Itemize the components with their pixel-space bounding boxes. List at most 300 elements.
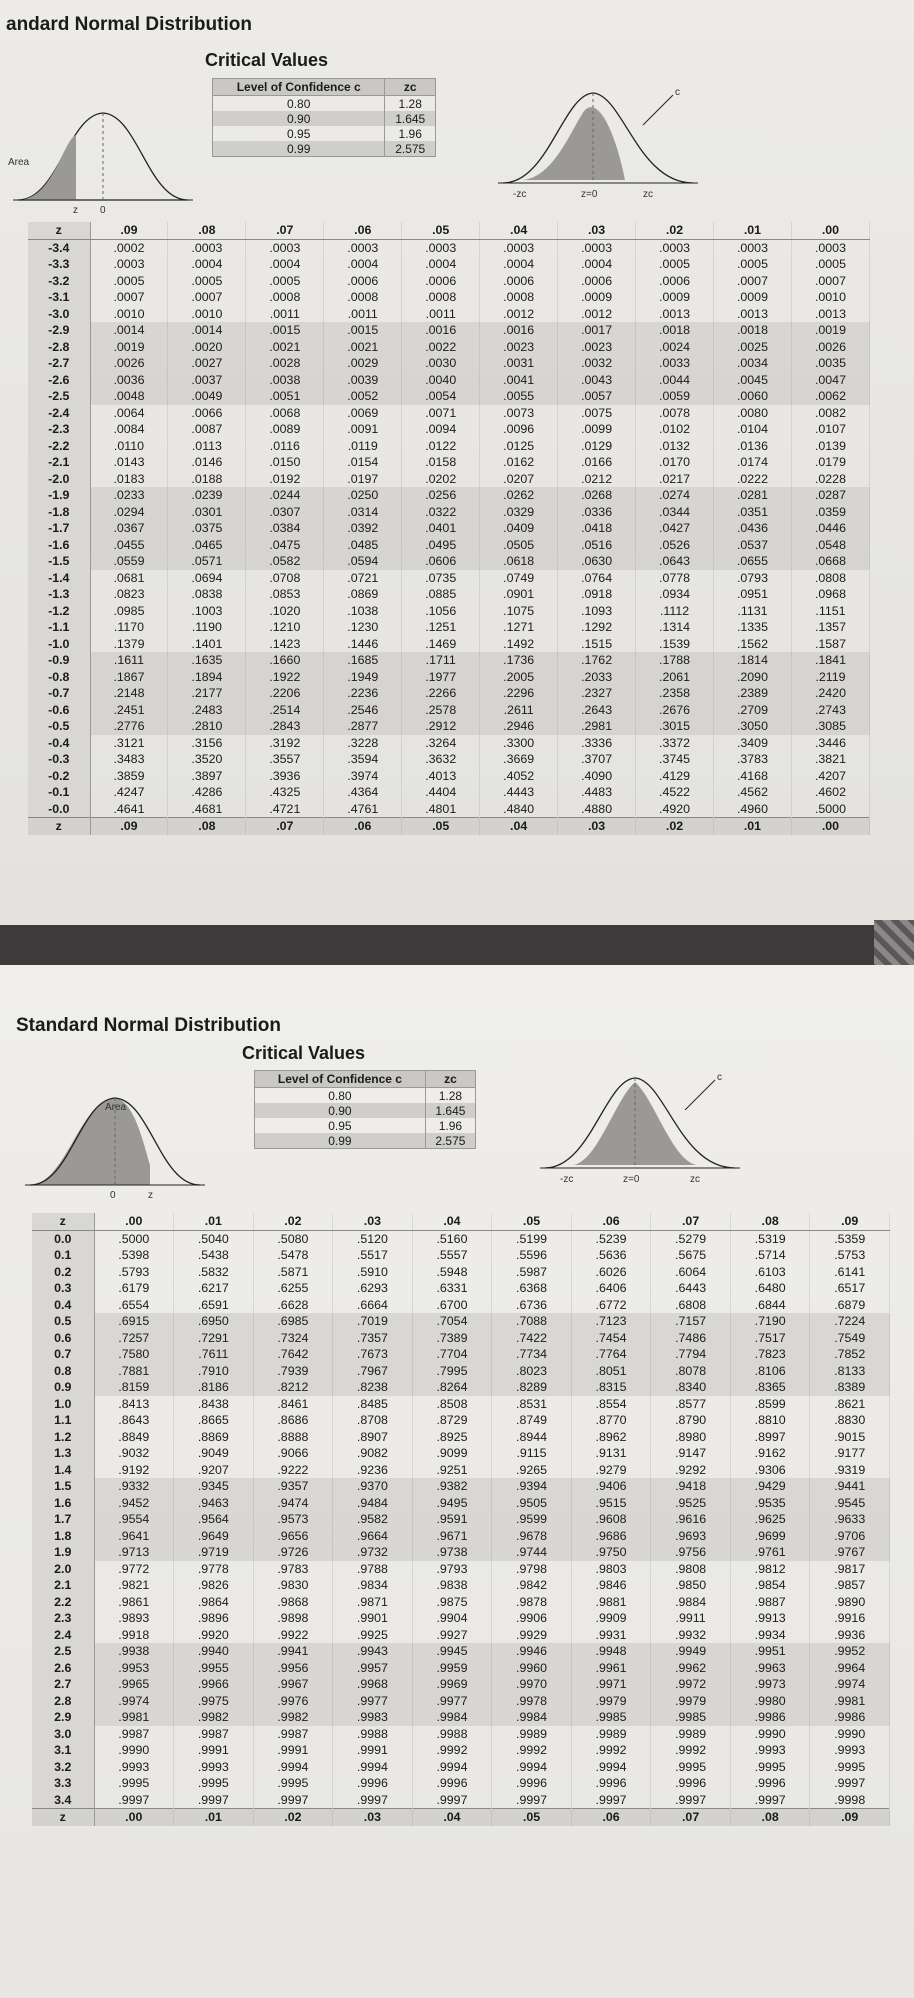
table-cell: .0655: [714, 553, 792, 570]
table-cell: .0022: [402, 339, 480, 356]
table-cell: .0059: [636, 388, 714, 405]
table-cell: .5517: [333, 1247, 413, 1264]
table-row: [28, 619, 870, 636]
table-cell: .1515: [558, 636, 636, 653]
table-cell: .9495: [412, 1495, 492, 1512]
table-cell: .0166: [558, 454, 636, 471]
table-cell: .9980: [730, 1693, 810, 1710]
cv-cell: 1.96: [425, 1118, 475, 1133]
z-cell: -1.2: [28, 603, 90, 620]
table-cell: .2643: [558, 702, 636, 719]
table-cell: .9995: [253, 1775, 333, 1792]
table-cell: .9890: [810, 1594, 890, 1611]
table-cell: .3821: [791, 751, 869, 768]
table-cell: .00: [791, 818, 869, 835]
zc-label: zc: [690, 1174, 700, 1185]
table-cell: .0062: [791, 388, 869, 405]
table-cell: .0885: [402, 586, 480, 603]
table-cell: .9162: [730, 1445, 810, 1462]
table-cell: .7764: [571, 1346, 651, 1363]
table-cell: .3520: [168, 751, 246, 768]
table-cell: .1539: [636, 636, 714, 653]
table-cell: .2912: [402, 718, 480, 735]
table-cell: .4443: [480, 784, 558, 801]
table-cell: .5714: [730, 1247, 810, 1264]
table-cell: .9993: [94, 1759, 174, 1776]
table-cell: .0003: [402, 239, 480, 256]
table-row: [32, 1230, 890, 1247]
table-row: [28, 685, 870, 702]
table-cell: .0096: [480, 421, 558, 438]
table-cell: .2005: [480, 669, 558, 686]
z-cell: 1.1: [32, 1412, 94, 1429]
table-cell: .08: [168, 222, 246, 239]
table-row: [28, 256, 870, 273]
table-cell: .4090: [558, 768, 636, 785]
zero-label: 0: [110, 1190, 116, 1201]
table-cell: .0823: [90, 586, 168, 603]
cv-cell: 0.95: [255, 1118, 426, 1133]
table-cell: .9945: [412, 1643, 492, 1660]
table-cell: .0060: [714, 388, 792, 405]
table-cell: .0010: [168, 306, 246, 323]
table-cell: .9994: [253, 1759, 333, 1776]
table-cell: .0013: [791, 306, 869, 323]
table-cell: .8749: [492, 1412, 572, 1429]
table-cell: .9990: [810, 1726, 890, 1743]
z-cell: 0.7: [32, 1346, 94, 1363]
cv-cell: 1.28: [385, 96, 436, 112]
table-cell: .9564: [174, 1511, 254, 1528]
table-cell: .9969: [412, 1676, 492, 1693]
table-cell: .8023: [492, 1363, 572, 1380]
table-cell: .8599: [730, 1396, 810, 1413]
table-cell: .0024: [636, 339, 714, 356]
table-cell: .1814: [714, 652, 792, 669]
table-cell: .0013: [714, 306, 792, 323]
table-cell: .9940: [174, 1643, 254, 1660]
z-cell: -0.0: [28, 801, 90, 818]
table-row: [32, 1247, 890, 1264]
table-cell: .0838: [168, 586, 246, 603]
table-row: [28, 652, 870, 669]
table-row: [32, 1346, 890, 1363]
table-cell: .2033: [558, 669, 636, 686]
table-row: [32, 1610, 890, 1627]
left-tail-curve: [20, 1080, 210, 1205]
table-row: [28, 570, 870, 587]
z-cell: -0.6: [28, 702, 90, 719]
table-cell: .9738: [412, 1544, 492, 1561]
z0-label: z=0: [623, 1174, 640, 1185]
table-cell: .0013: [636, 306, 714, 323]
table-cell: .0082: [791, 405, 869, 422]
table-cell: .0107: [791, 421, 869, 438]
table-cell: .9772: [94, 1561, 174, 1578]
table-cell: .8708: [333, 1412, 413, 1429]
table-cell: .5160: [412, 1230, 492, 1247]
table-cell: .0749: [480, 570, 558, 587]
z-table-positive: [32, 1213, 890, 1826]
z-cell: 1.3: [32, 1445, 94, 1462]
table-cell: .0643: [636, 553, 714, 570]
table-cell: .9994: [492, 1759, 572, 1776]
table-cell: .00: [791, 222, 869, 239]
z-cell: 3.3: [32, 1775, 94, 1792]
table-cell: .9394: [492, 1478, 572, 1495]
table-cell: .0026: [90, 355, 168, 372]
table-row: [28, 636, 870, 653]
table-cell: .3974: [324, 768, 402, 785]
table-cell: .6026: [571, 1264, 651, 1281]
table-cell: .0019: [791, 322, 869, 339]
table-cell: .0038: [246, 372, 324, 389]
table-cell: .0010: [90, 306, 168, 323]
table-row: [28, 421, 870, 438]
table-cell: .9989: [651, 1726, 731, 1743]
table-cell: .9803: [571, 1561, 651, 1578]
table-cell: .8289: [492, 1379, 572, 1396]
table-cell: .1075: [480, 603, 558, 620]
table-cell: .2776: [90, 718, 168, 735]
cv-header-zc: zc: [385, 79, 436, 96]
table-cell: .05: [492, 1809, 572, 1826]
z-cell: -2.7: [28, 355, 90, 372]
table-cell: .3557: [246, 751, 324, 768]
table-cell: .7257: [94, 1330, 174, 1347]
z-cell: 2.8: [32, 1693, 94, 1710]
table-cell: .9525: [651, 1495, 731, 1512]
table-cell: .5000: [94, 1230, 174, 1247]
table-cell: .5478: [253, 1247, 333, 1264]
z-cell: 0.4: [32, 1297, 94, 1314]
z-cell: -1.4: [28, 570, 90, 587]
table-cell: .00: [94, 1809, 174, 1826]
table-cell: .0630: [558, 553, 636, 570]
table-row: [32, 1676, 890, 1693]
table-cell: .9909: [571, 1610, 651, 1627]
table-cell: .0010: [791, 289, 869, 306]
table-cell: .6879: [810, 1297, 890, 1314]
table-cell: .08: [730, 1809, 810, 1826]
table-cell: .0008: [324, 289, 402, 306]
table-cell: .9706: [810, 1528, 890, 1545]
table-cell: .9931: [571, 1627, 651, 1644]
table-cell: .0003: [90, 256, 168, 273]
table-cell: .0233: [90, 487, 168, 504]
z-cell: 2.1: [32, 1577, 94, 1594]
table-cell: .6141: [810, 1264, 890, 1281]
table-row: [32, 1478, 890, 1495]
table-cell: .7642: [253, 1346, 333, 1363]
table-row: [32, 1709, 890, 1726]
table-cell: .0427: [636, 520, 714, 537]
table-cell: .0011: [246, 306, 324, 323]
table-cell: .9821: [94, 1577, 174, 1594]
table-cell: .0934: [636, 586, 714, 603]
table-cell: .9893: [94, 1610, 174, 1627]
table-cell: .0170: [636, 454, 714, 471]
table-cell: .0033: [636, 355, 714, 372]
table-cell: .7673: [333, 1346, 413, 1363]
table-cell: .0004: [324, 256, 402, 273]
table-cell: .5080: [253, 1230, 333, 1247]
z-cell: -1.8: [28, 504, 90, 521]
table-cell: .06: [324, 222, 402, 239]
table-cell: .07: [651, 1809, 731, 1826]
table-cell: .0136: [714, 438, 792, 455]
table-cell: .0793: [714, 570, 792, 587]
table-cell: .9913: [730, 1610, 810, 1627]
z-cell: -0.2: [28, 768, 90, 785]
cv-cell: 1.645: [425, 1103, 475, 1118]
table-cell: .0091: [324, 421, 402, 438]
table-cell: .4247: [90, 784, 168, 801]
table-cell: .9699: [730, 1528, 810, 1545]
table-cell: .03: [333, 1213, 413, 1230]
table-cell: .2148: [90, 685, 168, 702]
table-cell: .09: [90, 818, 168, 835]
table-cell: .06: [571, 1809, 651, 1826]
table-row: [28, 289, 870, 306]
z-cell: 2.2: [32, 1594, 94, 1611]
table-cell: .9778: [174, 1561, 254, 1578]
table-row: [32, 1429, 890, 1446]
table-cell: .9732: [333, 1544, 413, 1561]
table-cell: .9996: [333, 1775, 413, 1792]
table-cell: .8997: [730, 1429, 810, 1446]
table-cell: .6591: [174, 1297, 254, 1314]
table-cell: .9920: [174, 1627, 254, 1644]
table-cell: .07: [246, 818, 324, 835]
table-cell: .5987: [492, 1264, 572, 1281]
table-cell: .9916: [810, 1610, 890, 1627]
table-cell: .9976: [253, 1693, 333, 1710]
table-cell: .9904: [412, 1610, 492, 1627]
z-cell: -0.7: [28, 685, 90, 702]
table-cell: .8790: [651, 1412, 731, 1429]
table-cell: .9955: [174, 1660, 254, 1677]
table-cell: .9971: [571, 1676, 651, 1693]
table-cell: .9236: [333, 1462, 413, 1479]
table-cell: .7517: [730, 1330, 810, 1347]
table-cell: .0025: [714, 339, 792, 356]
area-label: Area: [8, 157, 30, 168]
table-cell: .9713: [94, 1544, 174, 1561]
table-cell: .0031: [480, 355, 558, 372]
cv-cell: 0.90: [255, 1103, 426, 1118]
table-cell: .3632: [402, 751, 480, 768]
table-cell: .04: [480, 818, 558, 835]
table-row: [32, 1643, 890, 1660]
table-cell: .0436: [714, 520, 792, 537]
table-cell: .4840: [480, 801, 558, 818]
table-cell: .1446: [324, 636, 402, 653]
table-cell: .9995: [730, 1759, 810, 1776]
table-page-negative: [0, 0, 914, 925]
table-cell: .8830: [810, 1412, 890, 1429]
table-cell: .5871: [253, 1264, 333, 1281]
table-row: [32, 1445, 890, 1462]
table-cell: .0048: [90, 388, 168, 405]
table-cell: .7881: [94, 1363, 174, 1380]
table-cell: .9649: [174, 1528, 254, 1545]
table-cell: .0054: [402, 388, 480, 405]
table-cell: .9959: [412, 1660, 492, 1677]
table-cell: .2119: [791, 669, 869, 686]
table-cell: .5239: [571, 1230, 651, 1247]
table-cell: .9952: [810, 1643, 890, 1660]
table-cell: .2236: [324, 685, 402, 702]
table-cell: .9429: [730, 1478, 810, 1495]
table-cell: .8264: [412, 1379, 492, 1396]
table-cell: .1922: [246, 669, 324, 686]
zc-label: zc: [643, 189, 653, 200]
table-cell: .1469: [402, 636, 480, 653]
table-cell: .7357: [333, 1330, 413, 1347]
table-cell: .6950: [174, 1313, 254, 1330]
table-cell: .0005: [90, 273, 168, 290]
table-cell: .5120: [333, 1230, 413, 1247]
table-cell: .7088: [492, 1313, 572, 1330]
table-row: [28, 768, 870, 785]
table-cell: .0057: [558, 388, 636, 405]
z-cell: 2.7: [32, 1676, 94, 1693]
table-cell: .9599: [492, 1511, 572, 1528]
table-cell: .9979: [651, 1693, 731, 1710]
table-cell: .02: [253, 1213, 333, 1230]
z-cell: 1.2: [32, 1429, 94, 1446]
table-cell: .4920: [636, 801, 714, 818]
table-cell: .0003: [558, 239, 636, 256]
table-cell: .0392: [324, 520, 402, 537]
table-cell: .5636: [571, 1247, 651, 1264]
table-cell: .9871: [333, 1594, 413, 1611]
table-cell: .7939: [253, 1363, 333, 1380]
table-cell: .9901: [333, 1610, 413, 1627]
z-cell: 1.7: [32, 1511, 94, 1528]
table-cell: .5000: [791, 801, 869, 818]
table-cell: .8078: [651, 1363, 731, 1380]
table-row: [32, 1726, 890, 1743]
table-page-positive: [0, 965, 914, 1998]
table-cell: .3372: [636, 735, 714, 752]
table-cell: .3121: [90, 735, 168, 752]
table-cell: .0039: [324, 372, 402, 389]
table-row: [28, 454, 870, 471]
table-cell: .0122: [402, 438, 480, 455]
table-cell: .0012: [558, 306, 636, 323]
table-cell: .0764: [558, 570, 636, 587]
table-cell: .9953: [94, 1660, 174, 1677]
table-cell: .8849: [94, 1429, 174, 1446]
table-cell: .9671: [412, 1528, 492, 1545]
table-row: [28, 322, 870, 339]
table-cell: .0721: [324, 570, 402, 587]
table-cell: .9881: [571, 1594, 651, 1611]
table-cell: .0301: [168, 504, 246, 521]
table-row: [28, 520, 870, 537]
z-cell: 1.8: [32, 1528, 94, 1545]
table-cell: .1335: [714, 619, 792, 636]
table-cell: .9964: [810, 1660, 890, 1677]
table-cell: .0021: [246, 339, 324, 356]
table-cell: .6255: [253, 1280, 333, 1297]
table-cell: .6700: [412, 1297, 492, 1314]
table-cell: .06: [571, 1213, 651, 1230]
table-cell: .6443: [651, 1280, 731, 1297]
cv-cell: 0.90: [213, 111, 385, 126]
table-cell: .7123: [571, 1313, 651, 1330]
table-cell: .9838: [412, 1577, 492, 1594]
table-cell: .4168: [714, 768, 792, 785]
table-cell: .0110: [90, 438, 168, 455]
table-cell: .9938: [94, 1643, 174, 1660]
table-cell: .0003: [168, 239, 246, 256]
table-cell: .1093: [558, 603, 636, 620]
table-cell: .07: [246, 222, 324, 239]
table-cell: .9922: [253, 1627, 333, 1644]
table-cell: .2483: [168, 702, 246, 719]
table-cell: .0017: [558, 322, 636, 339]
table-cell: .0003: [324, 239, 402, 256]
cv-header-zc: zc: [425, 1071, 475, 1088]
table-cell: .2061: [636, 669, 714, 686]
table-cell: .9997: [492, 1792, 572, 1809]
table-cell: .9956: [253, 1660, 333, 1677]
table-cell: .9993: [730, 1742, 810, 1759]
table-cell: .9857: [810, 1577, 890, 1594]
cv-cell: 0.95: [213, 126, 385, 141]
table-cell: .0099: [558, 421, 636, 438]
z-cell: -1.0: [28, 636, 90, 653]
table-cell: .08: [168, 818, 246, 835]
table-cell: .7580: [94, 1346, 174, 1363]
z-cell: z: [32, 1213, 94, 1230]
table-cell: .02: [253, 1809, 333, 1826]
table-cell: .1562: [714, 636, 792, 653]
table-cell: .0014: [90, 322, 168, 339]
table-cell: .0003: [791, 239, 869, 256]
table-cell: .9974: [810, 1676, 890, 1693]
table-cell: .03: [558, 818, 636, 835]
table-cell: .0281: [714, 487, 792, 504]
z-cell: 2.4: [32, 1627, 94, 1644]
table-cell: .9222: [253, 1462, 333, 1479]
table-cell: .9989: [492, 1726, 572, 1743]
table-cell: .0008: [402, 289, 480, 306]
table-cell: .01: [174, 1809, 254, 1826]
table-cell: .0250: [324, 487, 402, 504]
table-cell: .0192: [246, 471, 324, 488]
table-cell: .9934: [730, 1627, 810, 1644]
table-row: [28, 504, 870, 521]
table-cell: .9911: [651, 1610, 731, 1627]
table-cell: .5199: [492, 1230, 572, 1247]
table-cell: .9962: [651, 1660, 731, 1677]
table-cell: .9995: [651, 1759, 731, 1776]
table-row: [32, 1792, 890, 1809]
cv-cell: 1.645: [385, 111, 436, 126]
table-cell: .0174: [714, 454, 792, 471]
table-cell: .9817: [810, 1561, 890, 1578]
table-row: [28, 586, 870, 603]
table-cell: .3192: [246, 735, 324, 752]
table-cell: .9997: [730, 1792, 810, 1809]
table-cell: .7054: [412, 1313, 492, 1330]
table-cell: .8186: [174, 1379, 254, 1396]
table-cell: .0036: [90, 372, 168, 389]
